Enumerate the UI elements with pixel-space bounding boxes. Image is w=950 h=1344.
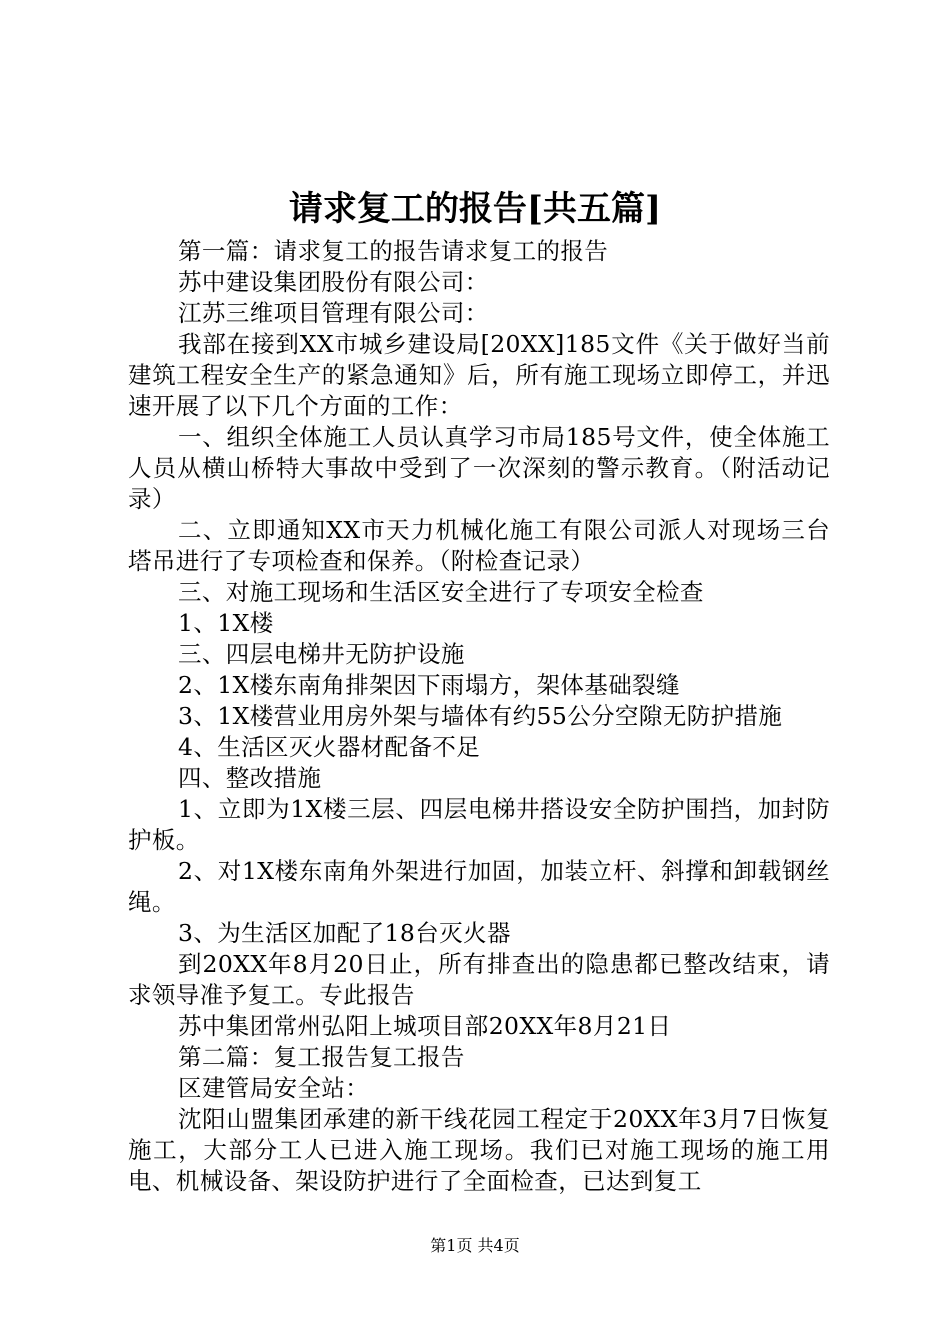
paragraph: 2、1X楼东南角排架因下雨塌方，架体基础裂缝 [178, 671, 680, 699]
paragraph: 1、立即为1X楼三层、四层电梯井搭设安全防护围挡，加封防护板。 [128, 795, 830, 854]
paragraph: 3、1X楼营业用房外架与墙体有约55公分空隙无防护措施 [178, 702, 783, 730]
page-footer: 第1页 共4页 [430, 1236, 520, 1255]
paragraph: 四、整改措施 [178, 764, 322, 792]
paragraph: 4、生活区灭火器材配备不足 [178, 733, 481, 761]
paragraph: 三、四层电梯井无防护设施 [178, 640, 465, 668]
document-title: 请求复工的报告[共五篇] [288, 189, 662, 229]
paragraph: 1、1X楼 [178, 609, 274, 637]
paragraph: 3、为生活区加配了18台灭火器 [178, 919, 511, 947]
paragraph: 一、组织全体施工人员认真学习市局185号文件，使全体施工人员从横山桥特大事故中受到了一次深刻的警示教育。（附活动记录） [128, 423, 830, 513]
paragraph: 江苏三维项目管理有限公司： [178, 299, 489, 327]
paragraph: 苏中建设集团股份有限公司： [178, 268, 489, 296]
paragraph: 我部在接到XX市城乡建设局[20XX]185文件《关于做好当前建筑工程安全生产的紧急通知》后，所有施工现场立即停工，并迅速开展了以下几个方面的工作： [128, 330, 830, 420]
paragraph: 2、对1X楼东南角外架进行加固，加装立杆、斜撑和卸载钢丝绳。 [128, 857, 830, 916]
paragraph: 三、对施工现场和生活区安全进行了专项安全检查 [178, 578, 704, 606]
paragraph: 苏中集团常州弘阳上城项目部20XX年8月21日 [178, 1012, 672, 1040]
document-body [128, 236, 830, 1197]
paragraph: 到20XX年8月20日止，所有排查出的隐患都已整改结束，请求领导准予复工。专此报告 [128, 950, 830, 1009]
paragraph: 第一篇：请求复工的报告请求复工的报告 [178, 237, 609, 265]
paragraph: 区建管局安全站： [178, 1074, 370, 1102]
paragraph: 二、立即通知XX市天力机械化施工有限公司派人对现场三台塔吊进行了专项检查和保养。（附检查记录） [128, 516, 830, 575]
paragraph: 第二篇：复工报告复工报告 [178, 1043, 465, 1071]
paragraph: 沈阳山盟集团承建的新干线花园工程定于20XX年3月7日恢复施工，大部分工人已进入施工现场。我们已对施工现场的施工用电、机械设备、架设防护进行了全面检查，已达到复工 [128, 1105, 830, 1195]
